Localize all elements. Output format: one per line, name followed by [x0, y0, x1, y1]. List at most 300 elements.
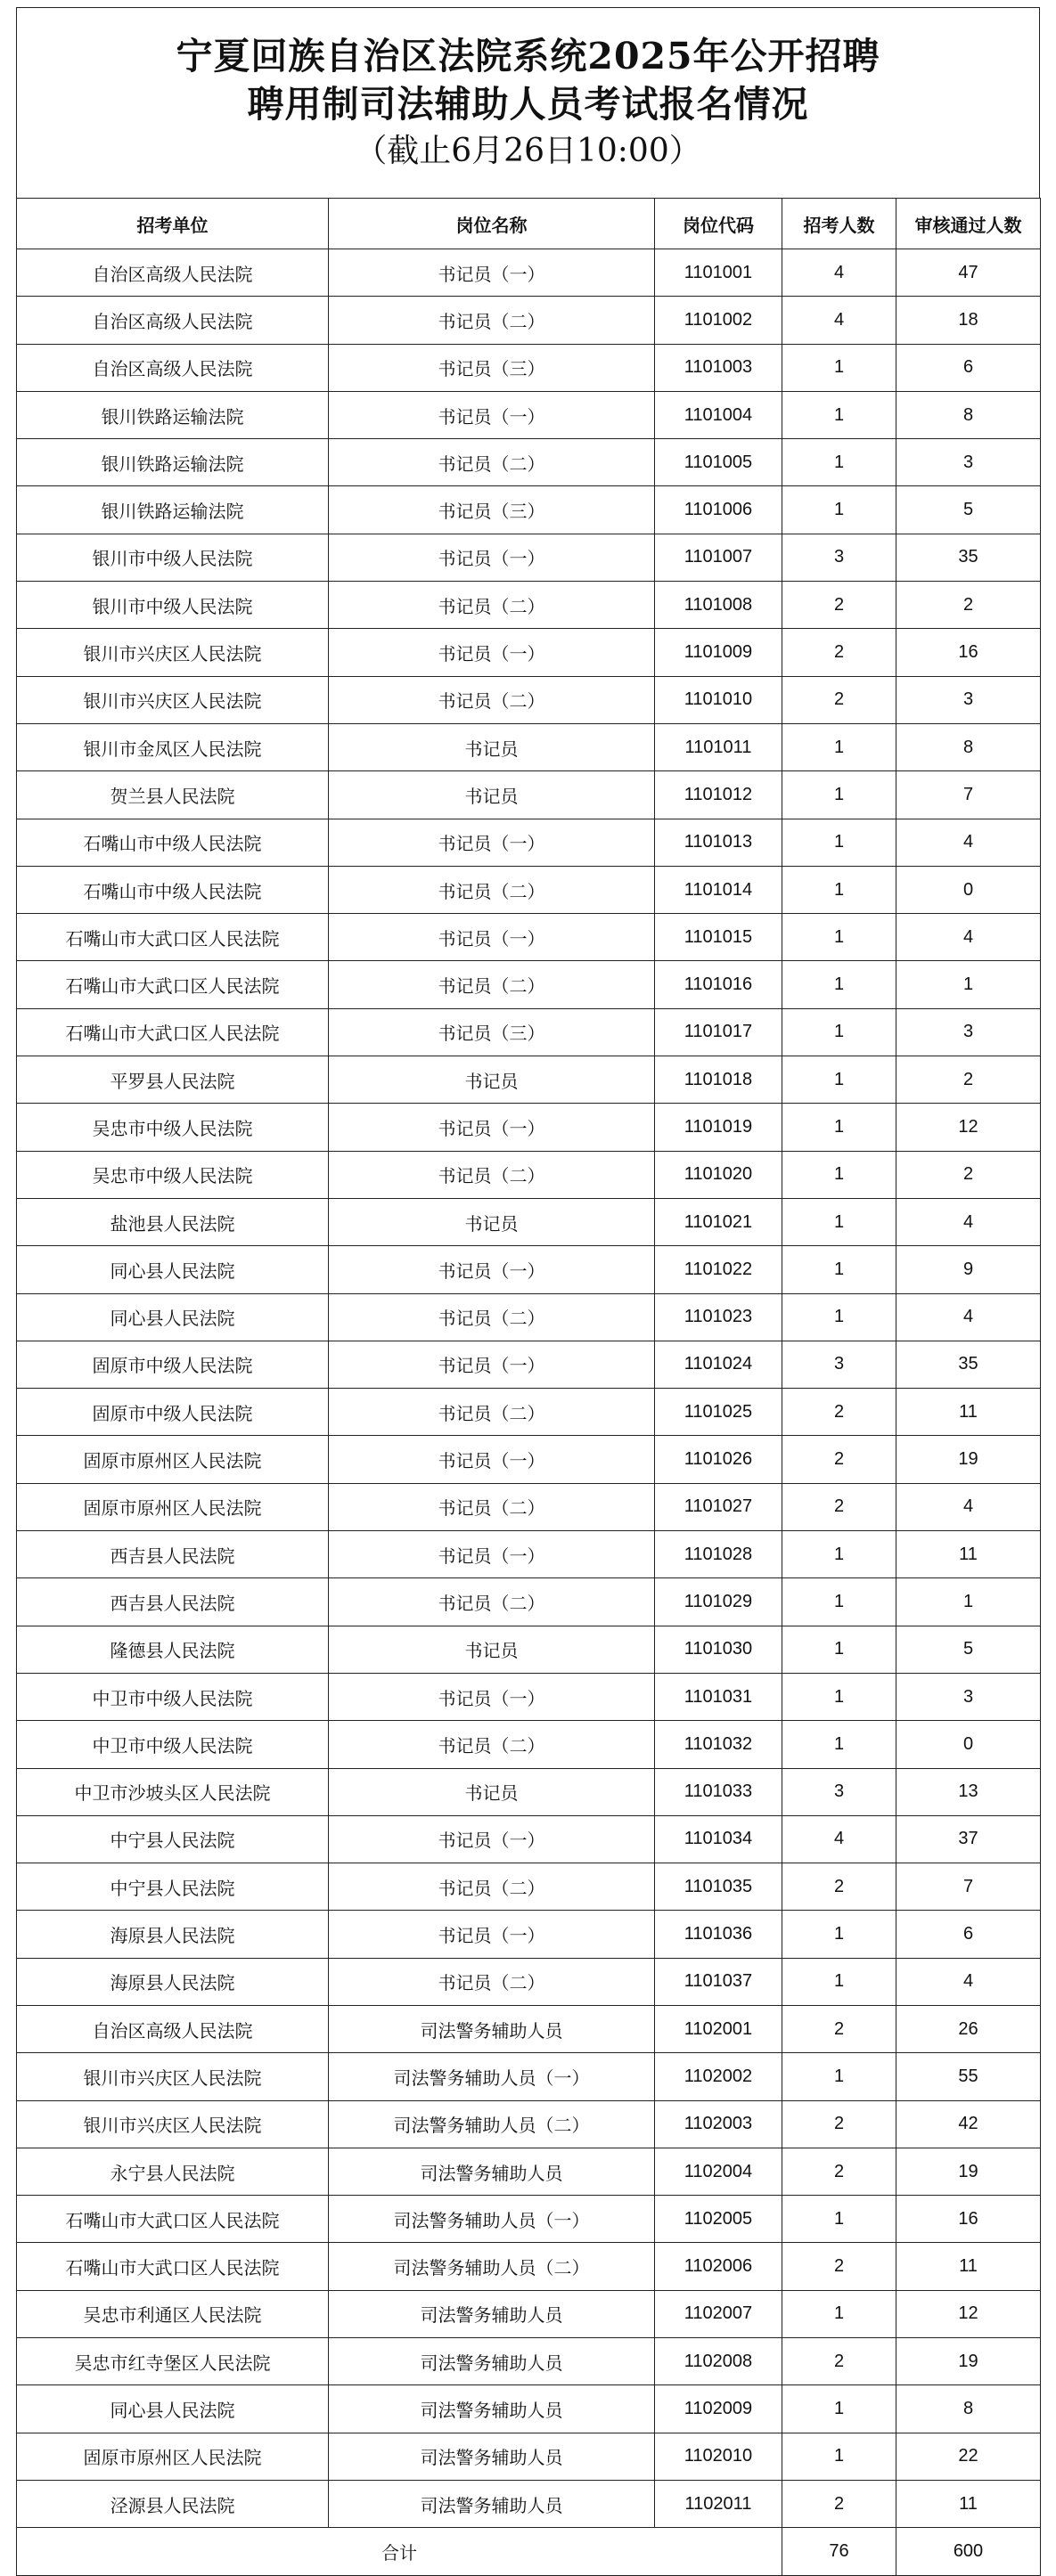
table-row	[17, 1768, 1041, 1815]
table-row	[17, 1626, 1041, 1673]
cell-unit: 银川铁路运输法院	[17, 486, 329, 534]
cell-code: 1102002	[655, 2053, 782, 2100]
cell-unit: 中宁县人民法院	[17, 1815, 329, 1863]
cell-openings: 2	[782, 582, 896, 629]
cell-approved: 3	[896, 1008, 1041, 1056]
cell-position: 书记员（二）	[329, 297, 655, 344]
cell-unit: 银川市中级人民法院	[17, 534, 329, 581]
cell-code: 1102001	[655, 2005, 782, 2052]
total-label: 合计	[17, 2528, 782, 2575]
cell-code: 1101029	[655, 1578, 782, 1626]
cell-position: 书记员（一）	[329, 819, 655, 866]
table-row	[17, 1483, 1041, 1530]
cell-approved: 7	[896, 1863, 1041, 1911]
cell-code: 1101036	[655, 1911, 782, 1958]
table-row	[17, 961, 1041, 1008]
cell-approved: 4	[896, 914, 1041, 961]
cell-openings: 1	[782, 1151, 896, 1198]
cell-openings: 1	[782, 1008, 896, 1056]
cell-approved: 26	[896, 2005, 1041, 2052]
cell-approved: 4	[896, 1483, 1041, 1530]
cell-approved: 2	[896, 1151, 1041, 1198]
cell-position: 书记员（三）	[329, 486, 655, 534]
cell-position: 司法警务辅助人员	[329, 2338, 655, 2385]
cell-code: 1101022	[655, 1246, 782, 1293]
cell-position: 司法警务辅助人员	[329, 2290, 655, 2337]
cell-unit: 盐池县人民法院	[17, 1198, 329, 1245]
table-row	[17, 1673, 1041, 1720]
cell-code: 1101006	[655, 486, 782, 534]
cell-position: 司法警务辅助人员（二）	[329, 2100, 655, 2148]
cell-code: 1101034	[655, 1815, 782, 1863]
cell-approved: 16	[896, 629, 1041, 676]
cell-openings: 4	[782, 1815, 896, 1863]
table-row	[17, 1198, 1041, 1245]
cell-code: 1101010	[655, 676, 782, 723]
cell-unit: 石嘴山市大武口区人民法院	[17, 2243, 329, 2290]
column-header-position: 岗位名称	[329, 199, 655, 249]
table-row	[17, 2005, 1041, 2052]
cell-code: 1101008	[655, 582, 782, 629]
cell-position: 司法警务辅助人员	[329, 2385, 655, 2433]
cell-code: 1102004	[655, 2148, 782, 2195]
cell-openings: 2	[782, 2480, 896, 2527]
cell-openings: 1	[782, 391, 896, 438]
cell-unit: 贺兰县人民法院	[17, 771, 329, 819]
cell-approved: 5	[896, 1626, 1041, 1673]
cell-unit: 石嘴山市中级人民法院	[17, 866, 329, 913]
table-row	[17, 582, 1041, 629]
cell-code: 1101014	[655, 866, 782, 913]
table-row	[17, 344, 1041, 391]
table-header-row	[17, 199, 1041, 249]
cell-unit: 平罗县人民法院	[17, 1056, 329, 1104]
cell-unit: 同心县人民法院	[17, 1293, 329, 1341]
cell-unit: 自治区高级人民法院	[17, 249, 329, 297]
cell-openings: 1	[782, 1293, 896, 1341]
cell-openings: 1	[782, 2053, 896, 2100]
cell-code: 1102011	[655, 2480, 782, 2527]
table-row	[17, 2385, 1041, 2433]
cell-approved: 12	[896, 1104, 1041, 1151]
cell-unit: 泾源县人民法院	[17, 2480, 329, 2527]
table-row	[17, 914, 1041, 961]
cell-openings: 1	[782, 819, 896, 866]
table-row	[17, 1056, 1041, 1104]
cell-position: 书记员（一）	[329, 914, 655, 961]
cell-code: 1101015	[655, 914, 782, 961]
table-row	[17, 486, 1041, 534]
cell-position: 书记员	[329, 1768, 655, 1815]
cell-openings: 4	[782, 297, 896, 344]
table-row	[17, 2290, 1041, 2337]
cell-approved: 11	[896, 1531, 1041, 1578]
cell-approved: 37	[896, 1815, 1041, 1863]
cell-position: 书记员（二）	[329, 676, 655, 723]
cell-approved: 19	[896, 2338, 1041, 2385]
cell-code: 1101024	[655, 1341, 782, 1388]
cell-unit: 同心县人民法院	[17, 1246, 329, 1293]
cell-position: 书记员（一）	[329, 1911, 655, 1958]
cell-approved: 11	[896, 1389, 1041, 1436]
table-row	[17, 1104, 1041, 1151]
cell-openings: 1	[782, 723, 896, 770]
cell-code: 1101026	[655, 1436, 782, 1483]
total-row	[17, 2528, 1041, 2575]
cell-openings: 2	[782, 2005, 896, 2052]
cell-code: 1101030	[655, 1626, 782, 1673]
cell-openings: 1	[782, 1578, 896, 1626]
cell-code: 1101033	[655, 1768, 782, 1815]
table-row	[17, 2338, 1041, 2385]
cell-code: 1101002	[655, 297, 782, 344]
cell-unit: 石嘴山市大武口区人民法院	[17, 914, 329, 961]
cell-unit: 海原县人民法院	[17, 1911, 329, 1958]
cell-unit: 银川市中级人民法院	[17, 582, 329, 629]
table-row	[17, 771, 1041, 819]
cell-code: 1101035	[655, 1863, 782, 1911]
table-row	[17, 1863, 1041, 1911]
cell-openings: 1	[782, 2196, 896, 2243]
cell-position: 书记员（一）	[329, 391, 655, 438]
cell-position: 书记员（二）	[329, 582, 655, 629]
cell-position: 书记员（一）	[329, 1341, 655, 1388]
cell-position: 书记员（二）	[329, 1293, 655, 1341]
cell-code: 1101017	[655, 1008, 782, 1056]
cell-position: 书记员（二）	[329, 1721, 655, 1768]
cell-approved: 4	[896, 1198, 1041, 1245]
cell-code: 1101037	[655, 1958, 782, 2005]
cell-unit: 隆德县人民法院	[17, 1626, 329, 1673]
cell-approved: 1	[896, 1578, 1041, 1626]
cell-position: 书记员	[329, 771, 655, 819]
cell-code: 1102007	[655, 2290, 782, 2337]
cell-position: 司法警务辅助人员	[329, 2148, 655, 2195]
column-header-approved: 审核通过人数	[896, 199, 1041, 249]
cell-position: 书记员（一）	[329, 1673, 655, 1720]
table-row	[17, 723, 1041, 770]
cell-approved: 4	[896, 1293, 1041, 1341]
cell-openings: 1	[782, 961, 896, 1008]
document-page	[16, 7, 1040, 2576]
cell-position: 司法警务辅助人员	[329, 2480, 655, 2527]
cell-position: 书记员（二）	[329, 1389, 655, 1436]
cell-approved: 0	[896, 866, 1041, 913]
cell-approved: 11	[896, 2480, 1041, 2527]
cell-openings: 1	[782, 2433, 896, 2480]
table-row	[17, 2053, 1041, 2100]
cell-position: 书记员（二）	[329, 1958, 655, 2005]
cell-unit: 银川铁路运输法院	[17, 439, 329, 486]
cell-code: 1101012	[655, 771, 782, 819]
table-row	[17, 1531, 1041, 1578]
cell-position: 书记员（二）	[329, 439, 655, 486]
cell-unit: 银川市兴庆区人民法院	[17, 629, 329, 676]
cell-approved: 47	[896, 249, 1041, 297]
cell-position: 书记员（一）	[329, 1531, 655, 1578]
cell-approved: 42	[896, 2100, 1041, 2148]
table-row	[17, 249, 1041, 297]
cell-unit: 自治区高级人民法院	[17, 297, 329, 344]
cell-code: 1101031	[655, 1673, 782, 1720]
cell-openings: 1	[782, 1673, 896, 1720]
cell-openings: 2	[782, 2243, 896, 2290]
cell-position: 书记员（三）	[329, 344, 655, 391]
cell-code: 1101004	[655, 391, 782, 438]
cell-unit: 海原县人民法院	[17, 1958, 329, 2005]
cell-code: 1101018	[655, 1056, 782, 1104]
deadline-subtitle: （截止6月26日10:00）	[355, 132, 701, 169]
cell-position: 书记员	[329, 723, 655, 770]
cell-approved: 13	[896, 1768, 1041, 1815]
cell-code: 1102010	[655, 2433, 782, 2480]
cell-openings: 4	[782, 249, 896, 297]
cell-position: 司法警务辅助人员	[329, 2433, 655, 2480]
table-row	[17, 676, 1041, 723]
cell-openings: 1	[782, 1958, 896, 2005]
registration-table	[16, 198, 1041, 2576]
total-openings: 76	[782, 2528, 896, 2575]
table-row	[17, 1958, 1041, 2005]
table-row	[17, 2100, 1041, 2148]
cell-unit: 吴忠市中级人民法院	[17, 1151, 329, 1198]
table-row	[17, 534, 1041, 581]
cell-approved: 8	[896, 2385, 1041, 2433]
cell-approved: 19	[896, 1436, 1041, 1483]
cell-position: 书记员	[329, 1198, 655, 1245]
title-line-1: 宁夏回族自治区法院系统2025年公开招聘	[176, 34, 880, 77]
cell-code: 1102003	[655, 2100, 782, 2148]
cell-unit: 固原市原州区人民法院	[17, 1436, 329, 1483]
cell-approved: 6	[896, 1911, 1041, 1958]
cell-code: 1101009	[655, 629, 782, 676]
cell-approved: 3	[896, 1673, 1041, 1720]
cell-unit: 银川铁路运输法院	[17, 391, 329, 438]
table-row	[17, 1341, 1041, 1388]
table-row	[17, 2433, 1041, 2480]
table-row	[17, 1008, 1041, 1056]
cell-openings: 2	[782, 2148, 896, 2195]
cell-unit: 固原市中级人民法院	[17, 1389, 329, 1436]
cell-position: 司法警务辅助人员（二）	[329, 2243, 655, 2290]
cell-openings: 1	[782, 1104, 896, 1151]
cell-approved: 2	[896, 1056, 1041, 1104]
cell-unit: 中卫市中级人民法院	[17, 1721, 329, 1768]
cell-unit: 永宁县人民法院	[17, 2148, 329, 2195]
cell-unit: 同心县人民法院	[17, 2385, 329, 2433]
cell-approved: 3	[896, 676, 1041, 723]
cell-position: 书记员（二）	[329, 1151, 655, 1198]
cell-openings: 2	[782, 2338, 896, 2385]
cell-position: 司法警务辅助人员	[329, 2005, 655, 2052]
cell-code: 1101003	[655, 344, 782, 391]
cell-approved: 12	[896, 2290, 1041, 2337]
cell-openings: 1	[782, 1626, 896, 1673]
cell-position: 书记员（一）	[329, 1815, 655, 1863]
cell-position: 书记员（二）	[329, 961, 655, 1008]
cell-code: 1101028	[655, 1531, 782, 1578]
cell-openings: 3	[782, 1768, 896, 1815]
cell-code: 1101032	[655, 1721, 782, 1768]
cell-code: 1101027	[655, 1483, 782, 1530]
cell-openings: 2	[782, 1436, 896, 1483]
cell-code: 1101020	[655, 1151, 782, 1198]
cell-unit: 中卫市沙坡头区人民法院	[17, 1768, 329, 1815]
cell-approved: 2	[896, 582, 1041, 629]
cell-approved: 4	[896, 1958, 1041, 2005]
cell-openings: 1	[782, 771, 896, 819]
cell-position: 书记员（一）	[329, 1104, 655, 1151]
cell-unit: 吴忠市利通区人民法院	[17, 2290, 329, 2337]
table-row	[17, 866, 1041, 913]
title-block	[16, 7, 1040, 198]
cell-approved: 3	[896, 439, 1041, 486]
cell-code: 1101001	[655, 249, 782, 297]
cell-unit: 银川市金凤区人民法院	[17, 723, 329, 770]
cell-position: 司法警务辅助人员（一）	[329, 2196, 655, 2243]
cell-position: 书记员（一）	[329, 629, 655, 676]
cell-position: 司法警务辅助人员（一）	[329, 2053, 655, 2100]
cell-openings: 1	[782, 1246, 896, 1293]
cell-unit: 石嘴山市大武口区人民法院	[17, 1008, 329, 1056]
cell-code: 1102009	[655, 2385, 782, 2433]
table-row	[17, 1911, 1041, 1958]
cell-approved: 0	[896, 1721, 1041, 1768]
cell-openings: 1	[782, 486, 896, 534]
cell-position: 书记员（一）	[329, 534, 655, 581]
table-row	[17, 297, 1041, 344]
cell-openings: 2	[782, 676, 896, 723]
cell-approved: 19	[896, 2148, 1041, 2195]
cell-unit: 石嘴山市大武口区人民法院	[17, 2196, 329, 2243]
cell-unit: 中宁县人民法院	[17, 1863, 329, 1911]
cell-approved: 16	[896, 2196, 1041, 2243]
cell-position: 书记员（三）	[329, 1008, 655, 1056]
cell-unit: 自治区高级人民法院	[17, 2005, 329, 2052]
cell-position: 书记员（一）	[329, 1436, 655, 1483]
cell-approved: 1	[896, 961, 1041, 1008]
cell-unit: 自治区高级人民法院	[17, 344, 329, 391]
table-row	[17, 629, 1041, 676]
cell-unit: 吴忠市红寺堡区人民法院	[17, 2338, 329, 2385]
cell-position: 书记员（一）	[329, 1246, 655, 1293]
cell-code: 1102008	[655, 2338, 782, 2385]
column-header-code: 岗位代码	[655, 199, 782, 249]
table-row	[17, 1151, 1041, 1198]
cell-openings: 1	[782, 344, 896, 391]
cell-approved: 22	[896, 2433, 1041, 2480]
cell-approved: 8	[896, 391, 1041, 438]
cell-unit: 西吉县人民法院	[17, 1578, 329, 1626]
cell-unit: 吴忠市中级人民法院	[17, 1104, 329, 1151]
cell-code: 1101011	[655, 723, 782, 770]
cell-openings: 2	[782, 2100, 896, 2148]
cell-openings: 1	[782, 1721, 896, 1768]
cell-unit: 银川市兴庆区人民法院	[17, 2100, 329, 2148]
cell-approved: 55	[896, 2053, 1041, 2100]
table-row	[17, 2196, 1041, 2243]
cell-code: 1102006	[655, 2243, 782, 2290]
cell-openings: 2	[782, 629, 896, 676]
cell-code: 1101016	[655, 961, 782, 1008]
cell-code: 1101023	[655, 1293, 782, 1341]
cell-openings: 1	[782, 1056, 896, 1104]
cell-openings: 3	[782, 534, 896, 581]
cell-approved: 35	[896, 534, 1041, 581]
table-row	[17, 1293, 1041, 1341]
total-approved: 600	[896, 2528, 1041, 2575]
cell-openings: 1	[782, 439, 896, 486]
cell-approved: 8	[896, 723, 1041, 770]
cell-openings: 2	[782, 1863, 896, 1911]
cell-approved: 7	[896, 771, 1041, 819]
table-row	[17, 1246, 1041, 1293]
cell-unit: 西吉县人民法院	[17, 1531, 329, 1578]
cell-code: 1101013	[655, 819, 782, 866]
table-row	[17, 2480, 1041, 2527]
cell-position: 书记员（二）	[329, 1578, 655, 1626]
cell-unit: 石嘴山市中级人民法院	[17, 819, 329, 866]
table-body	[17, 249, 1041, 2528]
table-row	[17, 1578, 1041, 1626]
cell-openings: 1	[782, 1911, 896, 1958]
table-row	[17, 1721, 1041, 1768]
cell-unit: 固原市原州区人民法院	[17, 1483, 329, 1530]
cell-position: 书记员（二）	[329, 1483, 655, 1530]
table-row	[17, 1389, 1041, 1436]
cell-openings: 1	[782, 2290, 896, 2337]
cell-unit: 石嘴山市大武口区人民法院	[17, 961, 329, 1008]
cell-approved: 5	[896, 486, 1041, 534]
table-row	[17, 439, 1041, 486]
table-row	[17, 1815, 1041, 1863]
cell-position: 书记员	[329, 1626, 655, 1673]
cell-code: 1101021	[655, 1198, 782, 1245]
cell-openings: 1	[782, 2385, 896, 2433]
cell-approved: 18	[896, 297, 1041, 344]
column-header-unit: 招考单位	[17, 199, 329, 249]
cell-code: 1101019	[655, 1104, 782, 1151]
cell-unit: 银川市兴庆区人民法院	[17, 676, 329, 723]
cell-openings: 1	[782, 1198, 896, 1245]
cell-approved: 35	[896, 1341, 1041, 1388]
title-line-2: 聘用制司法辅助人员考试报名情况	[247, 82, 809, 126]
column-header-openings: 招考人数	[782, 199, 896, 249]
table-row	[17, 1436, 1041, 1483]
cell-unit: 固原市中级人民法院	[17, 1341, 329, 1388]
cell-code: 1101005	[655, 439, 782, 486]
cell-approved: 6	[896, 344, 1041, 391]
cell-position: 书记员（二）	[329, 1863, 655, 1911]
table-row	[17, 2148, 1041, 2195]
table-row	[17, 2243, 1041, 2290]
cell-openings: 1	[782, 866, 896, 913]
cell-openings: 1	[782, 914, 896, 961]
cell-unit: 银川市兴庆区人民法院	[17, 2053, 329, 2100]
cell-unit: 固原市原州区人民法院	[17, 2433, 329, 2480]
cell-position: 书记员（二）	[329, 866, 655, 913]
cell-code: 1101025	[655, 1389, 782, 1436]
cell-unit: 中卫市中级人民法院	[17, 1673, 329, 1720]
cell-openings: 2	[782, 1483, 896, 1530]
cell-code: 1102005	[655, 2196, 782, 2243]
cell-approved: 9	[896, 1246, 1041, 1293]
cell-approved: 11	[896, 2243, 1041, 2290]
cell-approved: 4	[896, 819, 1041, 866]
cell-openings: 3	[782, 1341, 896, 1388]
cell-position: 书记员（一）	[329, 249, 655, 297]
table-row	[17, 819, 1041, 866]
